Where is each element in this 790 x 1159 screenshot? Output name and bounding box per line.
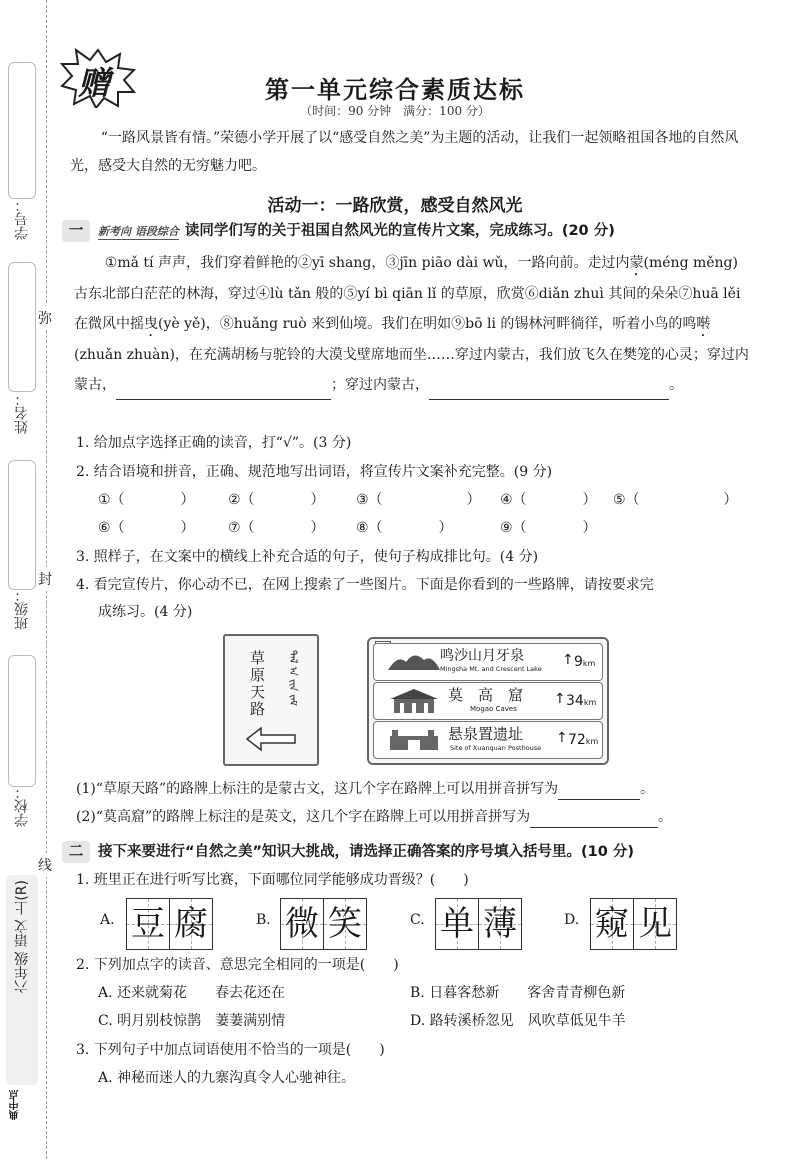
option-2b[interactable]: B. 日暮客愁新 客舍青青柳色新 bbox=[410, 985, 626, 1001]
road-sign-dunhuang bbox=[367, 637, 609, 765]
grid-char: 豆 bbox=[131, 904, 165, 944]
sign-chinese-text: 草原天路 bbox=[248, 650, 266, 718]
period: 。 bbox=[658, 809, 673, 825]
option-b-letter: B. bbox=[256, 912, 271, 928]
seal-char-mi: 弥 bbox=[38, 306, 52, 330]
option-a-letter: A. bbox=[100, 912, 115, 928]
dotted-char: 曳 bbox=[144, 316, 158, 332]
ruins-icon bbox=[388, 728, 440, 752]
q2-sub-question-3: 3. 下列句子中加点词语使用不恰当的一项是( ) bbox=[76, 1042, 385, 1058]
option-d-letter: D. bbox=[564, 912, 580, 928]
sign-distance: 34km bbox=[566, 693, 597, 709]
pagoda-icon bbox=[388, 687, 440, 715]
sign-distance: 72km bbox=[568, 732, 599, 748]
question-number: 二 bbox=[62, 841, 90, 863]
passage bbox=[74, 248, 754, 400]
school-label: 学校： bbox=[14, 785, 30, 827]
grid-char: 微 bbox=[285, 904, 319, 944]
question-1-header bbox=[62, 219, 615, 242]
mountain-icon bbox=[388, 650, 440, 672]
passage-text: ；穿过内蒙古， bbox=[331, 377, 429, 393]
question-2-header bbox=[62, 840, 634, 863]
blank-3[interactable]: ③（ ） bbox=[356, 492, 481, 508]
class-label: 班级： bbox=[14, 588, 30, 630]
option-2d[interactable]: D. 路转溪桥忽见 风吹草低见牛羊 bbox=[410, 1013, 626, 1029]
question-number: 一 bbox=[62, 220, 90, 242]
answer-blank[interactable] bbox=[558, 781, 640, 800]
sign-en: Site of Xuanquan Posthouse bbox=[450, 744, 542, 752]
gift-char: 赠 bbox=[78, 64, 111, 102]
passage-text: (zhuǎn zhuàn)，在充满胡杨与驼铃的大漠戈壁席地而坐……穿过内蒙古，我们放飞久在樊笼的心灵；穿过内蒙古， bbox=[74, 347, 749, 393]
sub-question-4: 4. 看完宣传片，你心动不已，在网上搜索了一些图片。下面是你看到的一些路牌，请按要求完 bbox=[76, 577, 654, 593]
option-d-grid[interactable] bbox=[590, 898, 677, 950]
blank-8[interactable]: ⑧（ ） bbox=[356, 520, 453, 536]
passage-text: ①mǎ tí 声声，我们穿着鲜艳的②yī shang，③jīn piāo dài wǔ，一路向前。走过内 bbox=[104, 255, 630, 271]
passage-text: (méng měng) 古东北部白茫茫的林海，穿过④lù tǎn 般的⑤yí bì qiān lǐ 的草原，欣赏⑥diǎn zhuì 其间的朵朵⑦huā lěi 在微风中摇 bbox=[74, 255, 741, 332]
answer-blank[interactable] bbox=[530, 809, 658, 828]
grid-char: 见 bbox=[638, 904, 672, 944]
brand-logo: 典中点 bbox=[10, 1090, 21, 1120]
seal-char-xian: 线 bbox=[38, 853, 52, 877]
seal-char-feng: 封 bbox=[38, 567, 52, 591]
passage-text: 。 bbox=[669, 377, 683, 393]
activity-title: 活动一：一路欣赏，感受自然风光 bbox=[267, 196, 523, 216]
blank-9[interactable]: ⑨（ ） bbox=[500, 520, 597, 536]
grid-char: 腐 bbox=[174, 904, 208, 944]
option-c-letter: C. bbox=[410, 912, 425, 928]
period: 。 bbox=[640, 781, 655, 797]
sign-cn: 鸣沙山月牙泉 bbox=[440, 648, 524, 664]
intro-paragraph: “一路风景皆有情。”荣德小学开展了以“感受自然之美”为主题的活动，让我们一起领略祖国各地的自然风光，感受大自然的无穷魅力吧。 bbox=[70, 130, 739, 174]
q2-sub-question-1: 1. 班里正在进行听写比赛，下面哪位同学能够成功晋级？( ) bbox=[76, 872, 469, 888]
name-box[interactable] bbox=[8, 262, 36, 392]
new-trend-tag: 新考向 语段综合 bbox=[98, 225, 179, 238]
sign-cn: 莫 高 窟 bbox=[448, 686, 524, 704]
name-label: 姓名： bbox=[14, 392, 30, 434]
q2-sub-question-2: 2. 下列加点字的读音、意思完全相同的一项是( ) bbox=[76, 957, 399, 973]
sign-row-xuanquan bbox=[373, 721, 603, 759]
grid-char: 笑 bbox=[328, 904, 362, 944]
sub-question-4-cont: 成练习。(4 分) bbox=[98, 604, 193, 620]
arrow-up-icon: ↑ bbox=[556, 730, 568, 746]
sign-distance: 9km bbox=[574, 654, 596, 670]
option-a-grid[interactable] bbox=[126, 898, 213, 950]
sub-question-2: 2. 结合语境和拼音，正确、规范地写出词语，将宣传片文案补充完整。(9 分) bbox=[76, 464, 553, 480]
road-sign-grassland bbox=[223, 634, 319, 766]
blank-1[interactable]: ①（ ） bbox=[98, 492, 195, 508]
binding-margin bbox=[0, 0, 52, 1159]
school-box[interactable] bbox=[8, 655, 36, 787]
sign-row-mingsha bbox=[373, 643, 603, 681]
grid-char: 单 bbox=[440, 904, 474, 944]
arrow-left-icon bbox=[245, 726, 297, 752]
sign-en: Mingsha Mt. and Crescent Lake bbox=[440, 665, 542, 673]
blank-6[interactable]: ⑥（ ） bbox=[98, 520, 195, 536]
arrow-up-icon: ↑ bbox=[562, 652, 574, 668]
grade-subject-label: 六年级 语文 上(R) bbox=[14, 880, 30, 994]
sub-question-3: 3. 照样子，在文案中的横线上补充合适的句子，使句子构成排比句。(4 分) bbox=[76, 549, 539, 565]
question-prompt: 接下来要进行“自然之美”知识大挑战，请选择正确答案的序号填入括号里。(10 分) bbox=[98, 844, 635, 860]
sign-row-mogao bbox=[373, 682, 603, 720]
question-text: (1)“草原天路”的路牌上标注的是蒙古文，这几个字在路牌上可以用拼音拼写为 bbox=[76, 781, 559, 797]
exam-info: （时间：90 分钟 满分：100 分） bbox=[300, 104, 490, 118]
blank-7[interactable]: ⑦（ ） bbox=[228, 520, 325, 536]
answer-blank[interactable] bbox=[429, 381, 669, 400]
question-text: (2)“莫高窟”的路牌上标注的是英文，这几个字在路牌上可以用拼音拼写为 bbox=[76, 809, 531, 825]
grid-char: 薄 bbox=[483, 904, 517, 944]
passage-text: (yè yě)，⑧huǎng ruò 来到仙境。我们在明如⑨bō li 的锡林河畔徜徉，听着小鸟的鸣 bbox=[158, 316, 697, 332]
sign-en: Mogao Caves bbox=[470, 705, 517, 713]
blank-5[interactable]: ⑤（ ） bbox=[613, 492, 738, 508]
blank-4[interactable]: ④（ ） bbox=[500, 492, 597, 508]
dotted-char: 蒙 bbox=[629, 255, 644, 271]
grid-char: 窥 bbox=[595, 904, 629, 944]
option-2a[interactable]: A. 还来就菊花 春去花还在 bbox=[98, 985, 286, 1001]
student-id-label: 学号： bbox=[14, 198, 30, 240]
option-2c[interactable]: C. 明月别枝惊鹊 萋萋满别情 bbox=[98, 1013, 286, 1029]
dotted-char: 啭 bbox=[696, 316, 711, 332]
sub-question-1: 1. 给加点字选择正确的读音，打“√”。(3 分) bbox=[76, 435, 352, 451]
option-3a[interactable]: A. 神秘而迷人的九寨沟真令人心驰神往。 bbox=[98, 1070, 356, 1086]
question-prompt: 读同学们写的关于祖国自然风光的宣传片文案，完成练习。(20 分) bbox=[184, 223, 615, 239]
sub-question-4-2 bbox=[76, 806, 672, 828]
page-title: 第一单元综合素质达标 bbox=[265, 76, 525, 104]
blank-2[interactable]: ②（ ） bbox=[228, 492, 325, 508]
sign-mongolian-text: ᠲᠠᠯ ᠠ ᠵᠢᠨ ᠵᠠᠮ bbox=[287, 650, 298, 706]
answer-blank[interactable] bbox=[116, 381, 331, 400]
arrow-up-icon: ↑ bbox=[554, 691, 566, 707]
sign-cn: 悬泉置遗址 bbox=[448, 725, 524, 743]
class-box[interactable] bbox=[8, 460, 36, 590]
option-c-grid[interactable] bbox=[435, 898, 522, 950]
sub-question-4-1 bbox=[76, 778, 654, 800]
option-b-grid[interactable] bbox=[280, 898, 367, 950]
